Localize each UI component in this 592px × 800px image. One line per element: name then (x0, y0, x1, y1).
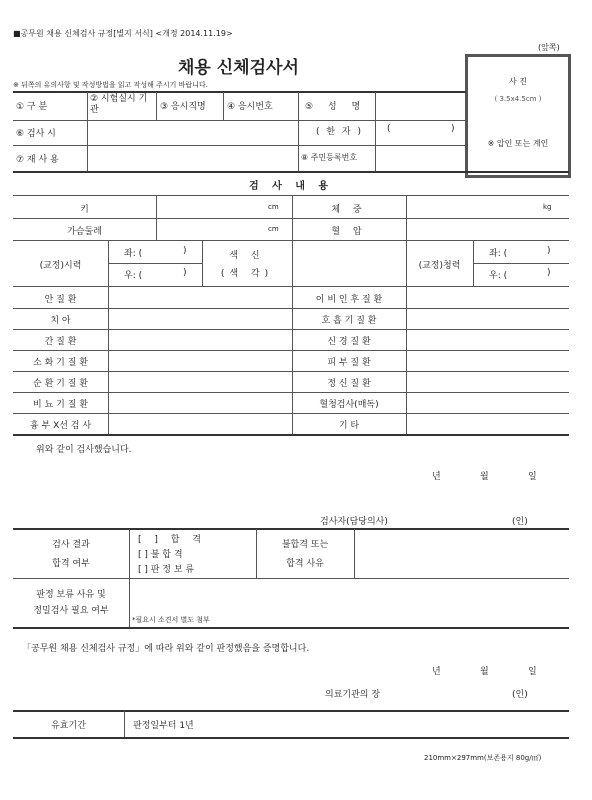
divider (108, 263, 202, 264)
divider (13, 413, 569, 414)
front-side-label: (앞쪽) (538, 43, 560, 52)
color-vision-sub-label: (색 각) (220, 269, 274, 279)
divider (13, 350, 569, 351)
photo-label: 사 진 (509, 77, 527, 86)
disease-label-right: 이 비 인 후 질 환 (315, 295, 383, 305)
result-option-hold: [ ] 판 정 보 류 (138, 565, 195, 575)
disease-label-right: 혈청검사(매독) (319, 400, 379, 410)
certify-year: 년 (432, 667, 441, 677)
divider (124, 711, 125, 737)
divider (13, 240, 569, 241)
reason-label-1: 불합격 또는 (281, 540, 329, 550)
form-title: 채용 신체검사서 (178, 58, 299, 78)
chest-unit: cm (268, 225, 279, 233)
hearing-right: 우: ( (489, 271, 508, 281)
hearing-left-close: ) (547, 246, 551, 256)
divider (13, 286, 569, 287)
exam-year: 년 (432, 472, 441, 482)
hearing-right-close: ) (547, 268, 551, 278)
vision-right-close: ) (183, 268, 187, 278)
divider (13, 627, 569, 629)
weight-label: 체 중 (331, 205, 367, 215)
hanja-label: ( 한 자 ) (316, 127, 361, 137)
divider (13, 329, 569, 330)
hold-label-2: 정밀검사 필요 여부 (33, 606, 109, 616)
divider (473, 263, 569, 264)
divider (223, 92, 224, 120)
exam-statement: 위와 같이 검사했습니다. (36, 445, 132, 455)
photo-size: ( 3.5x4.5cm ) (494, 95, 542, 103)
color-vision-label: 색 신 (229, 251, 265, 261)
divider (13, 120, 465, 121)
result-label-1: 검사 결과 (52, 540, 90, 550)
divider (13, 91, 466, 93)
divider (375, 92, 376, 171)
result-option-fail: [ ] 불 합 격 (138, 550, 183, 560)
examiner-sign: (인) (512, 517, 528, 527)
chest-label: 가슴둘레 (67, 227, 102, 237)
divider (13, 528, 569, 530)
name-label: ⑤ 성 명 (305, 102, 361, 112)
photo-box (465, 54, 571, 178)
instruction-note: ※ 뒤쪽의 유의사항 및 작성방법을 읽고 작성해 주시기 바랍니다. (13, 81, 208, 89)
result-option-pass: [ ] 합 격 (138, 535, 201, 545)
divider (13, 371, 569, 372)
disease-label-left: 흉 부 X선 검 사 (29, 421, 92, 431)
disease-label-right: 피 부 질 환 (327, 358, 371, 368)
disease-label-left: 안 질 환 (44, 295, 77, 305)
divider (473, 241, 474, 286)
exam-city-label: ⑥ 검사 시 (16, 129, 56, 139)
disease-label-right: 신 경 질 환 (327, 337, 371, 347)
attachment-note: *필요시 소견서 별도 첨부 (132, 616, 210, 624)
disease-label-left: 순 환 기 질 환 (33, 379, 88, 389)
disease-label-right: 기 타 (338, 421, 360, 431)
divider (354, 529, 355, 578)
disease-label-right: 정 신 질 환 (327, 379, 371, 389)
divider (13, 737, 569, 739)
divider (87, 92, 88, 171)
divider (156, 196, 157, 240)
exam-org-label: ② 시험실시 기관 (90, 94, 148, 115)
divider (129, 529, 130, 627)
exam-day: 일 (528, 472, 537, 482)
divider (156, 92, 157, 120)
divider (13, 578, 569, 579)
vision-right: 우: ( (124, 271, 143, 281)
position-label: ③ 응시직명 (160, 102, 206, 112)
institution-head-sign: (인) (512, 690, 528, 700)
disease-label-right: 호 흡 기 질 환 (321, 316, 377, 326)
resident-number-label: ⑧ 주민등록번호 (301, 153, 358, 162)
seal-note: ※ 압인 또는 계인 (487, 139, 549, 148)
height-label: 키 (80, 205, 89, 215)
certify-day: 일 (528, 667, 537, 677)
divider (298, 92, 299, 171)
result-label-2: 합격 여부 (52, 559, 90, 569)
vision-label: (교정)시력 (39, 261, 82, 271)
exam-section-title: 검 사 내 용 (248, 181, 334, 192)
disease-label-left: 비 뇨 기 질 환 (33, 400, 88, 410)
hanja-paren-open: ( (387, 124, 391, 134)
certify-statement: 「공무원 채용 신체검사 규정」에 따라 위와 같이 판정했음을 증명합니다. (22, 644, 310, 654)
paper-size-note: 210mm×297mm(보존용지 80g/㎡) (424, 754, 542, 762)
disease-label-left: 간 질 환 (44, 337, 77, 347)
hearing-left: 좌: ( (489, 249, 508, 259)
divider (13, 195, 569, 196)
hold-label-1: 판정 보류 사유 및 (36, 590, 106, 600)
examiner-label: 검사자(담당의사) (320, 517, 388, 527)
validity-label: 유효기간 (51, 721, 86, 731)
divider (13, 171, 569, 173)
divider (13, 392, 569, 393)
disease-label-left: 치 아 (50, 316, 71, 326)
certify-month: 월 (480, 667, 489, 677)
reuse-label: ⑦ 재 사 용 (16, 155, 59, 165)
exam-number-label: ④ 응시번호 (227, 102, 273, 112)
blood-pressure-label: 혈 압 (331, 227, 367, 237)
hanja-paren-close: ) (451, 124, 455, 134)
divider (13, 434, 569, 436)
exam-month: 월 (480, 472, 489, 482)
divider (406, 196, 407, 240)
divider (13, 145, 465, 146)
height-unit: cm (268, 203, 279, 211)
regulation-header: ■공무원 채용 신체검사 규정[별지 서식] <개정 2014.11.19> (13, 29, 233, 38)
disease-label-left: 소 화 기 질 환 (33, 358, 88, 368)
divider (13, 710, 569, 712)
vision-left-close: ) (183, 246, 187, 256)
divider (13, 218, 569, 219)
validity-value: 판정일부터 1년 (133, 721, 194, 731)
divider (13, 308, 569, 309)
reason-label-2: 합격 사유 (286, 559, 324, 569)
hearing-label: (교정)청력 (418, 261, 461, 271)
category-label: ① 구 분 (16, 102, 48, 112)
weight-unit: kg (543, 203, 552, 211)
divider (108, 241, 109, 434)
institution-head-label: 의료기관의 장 (325, 690, 381, 700)
vision-left: 좌: ( (124, 249, 143, 259)
